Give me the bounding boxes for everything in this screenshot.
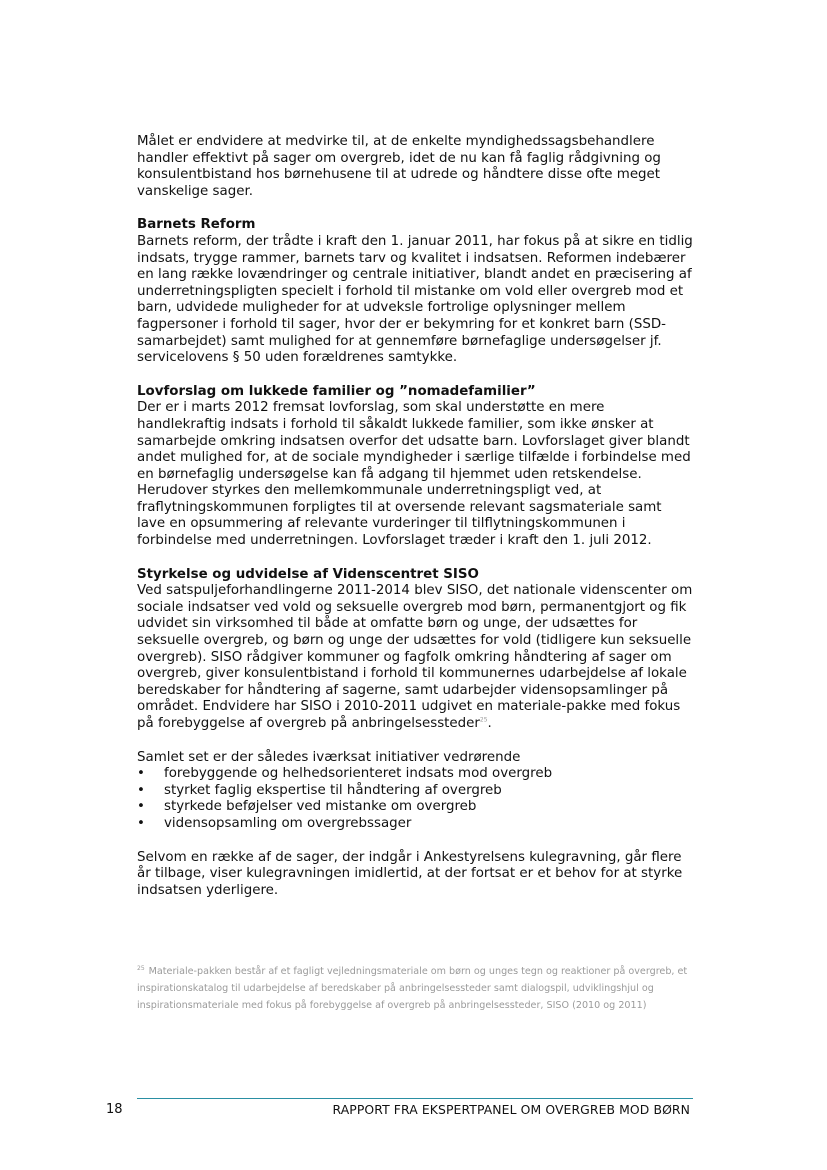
initiative-list <box>137 766 693 832</box>
summary-lead: Samlet set er der således iværksat initiativer vedrørende <box>137 749 521 765</box>
section-heading-barnets-reform: Barnets Reform <box>137 217 256 233</box>
section-body-siso-text: Ved satspuljeforhandlingerne 2011-2014 blev SISO, det nationale videnscenter om sociale indsatser ved vold og seksuelle overgreb mod børn, permanentgjort og fik udvidet sin virksomhed til både at omfatte børn og unge, der udsættes for seksuelle overgreb, og børn og unge der udsættes for vold (tidligere kun seksuelle overgreb). SISO rådgiver kommuner og fagfolk omkring håndtering af sager om overgreb, giver konsulentbistand i forhold til kommunernes udarbejdelse af lokale beredskaber for håndtering af sagerne, samt udarbejder vidensopsamlinger på området. Endvidere har SISO i 2010-2011 udgivet en materiale-pakke med fokus på forebyggelse af overgreb på anbringelsessteder <box>137 583 693 731</box>
footer-rule <box>137 1098 693 1099</box>
page-number: 18 <box>106 1102 123 1117</box>
section-body-barnets-reform: Barnets reform, der trådte i kraft den 1. januar 2011, har fokus på at sikre en tidlig indsats, trygge rammer, barnets tarv og kvalitet i indsatsen. Reformen indebærer en lang række lovændringer og centrale initiativer, blandt andet en præcisering af underretningspligten specielt i forhold til mistanke om vold eller overgreb mod et barn, udvidede muligheder for at udveksle fortrolige oplysninger mellem fagpersoner i forhold til sager, hvor der er bekymring for et konkret barn (SSD-samarbejdet) samt mulighed for at gennemføre børnefaglige undersøgelser jf. servicelovens § 50 uden forældrenes samtykke. <box>137 233 693 366</box>
footnote-number: 25 <box>137 964 145 972</box>
main-text <box>137 134 693 899</box>
footnote-text: Materiale-pakken består af et fagligt vejledningsmateriale om børn og unges tegn og reaktioner på overgreb, et inspirationskatalog til udarbejdelse af beredskaber på anbringelsessteder samt dialogspil, udviklingshjul og inspirationsmateriale med fokus på forebyggelse af overgreb på anbringelsessteder, SISO (2010 og 2011) <box>137 966 688 1011</box>
list-item: • vidensopsamling om overgrebssager <box>137 816 693 833</box>
intro-paragraph: Målet er endvidere at medvirke til, at de enkelte myndighedssagsbehandlere handler effektivt på sager om overgreb, idet de nu kan få faglig rådgivning og konsulentbistand hos børnehusene til at udrede og håndtere disse ofte meget vanskelige sager. <box>137 134 661 199</box>
section-body-lovforslag: Der er i marts 2012 fremsat lovforslag, som skal understøtte en mere handlekraftig indsats i forhold til såkaldt lukkede familier, som ikke ønsker at samarbejde omkring indsatsen overfor det udsatte barn. Lovforslaget giver blandt andet mulighed for, at de sociale myndigheder i særlige tilfælde i forbindelse med en børnefaglig undersøgelse kan få adgang til hjemmet uden retskendelse. Herudover styrkes den mellemkommunale underretningspligt ved, at fraflytningskommunen forpligtes til at oversende relevant sagsmateriale samt lave en opsummering af relevante vurderinger til tilflytningskommunen i forbindelse med underretningen. Lovforslaget træder i kraft den 1. juli 2012. <box>137 400 691 549</box>
list-item: • forebyggende og helhedsorienteret indsats mod overgreb <box>137 766 693 783</box>
section-body-siso-end: . <box>487 716 492 731</box>
closing-paragraph: Selvom en række af de sager, der indgår i Ankestyrelsens kulegravning, går flere år tilbage, viser kulegravningen imidlertid, at der fortsat er et behov for at styrke indsatsen yderligere. <box>137 849 683 898</box>
footnote-reference[interactable]: 25 <box>479 716 488 724</box>
list-item: • styrket faglig ekspertise til håndtering af overgreb <box>137 783 693 800</box>
footnote <box>137 963 693 1014</box>
running-title: RAPPORT FRA EKSPERTPANEL OM OVERGREB MOD BØRN <box>332 1102 690 1117</box>
section-heading-siso: Styrkelse og udvidelse af Videnscentret SISO <box>137 566 479 582</box>
section-body-siso <box>137 583 693 732</box>
section-heading-lovforslag: Lovforslag om lukkede familier og ”nomadefamilier” <box>137 383 536 399</box>
list-item: • styrkede beføjelser ved mistanke om overgreb <box>137 799 693 816</box>
